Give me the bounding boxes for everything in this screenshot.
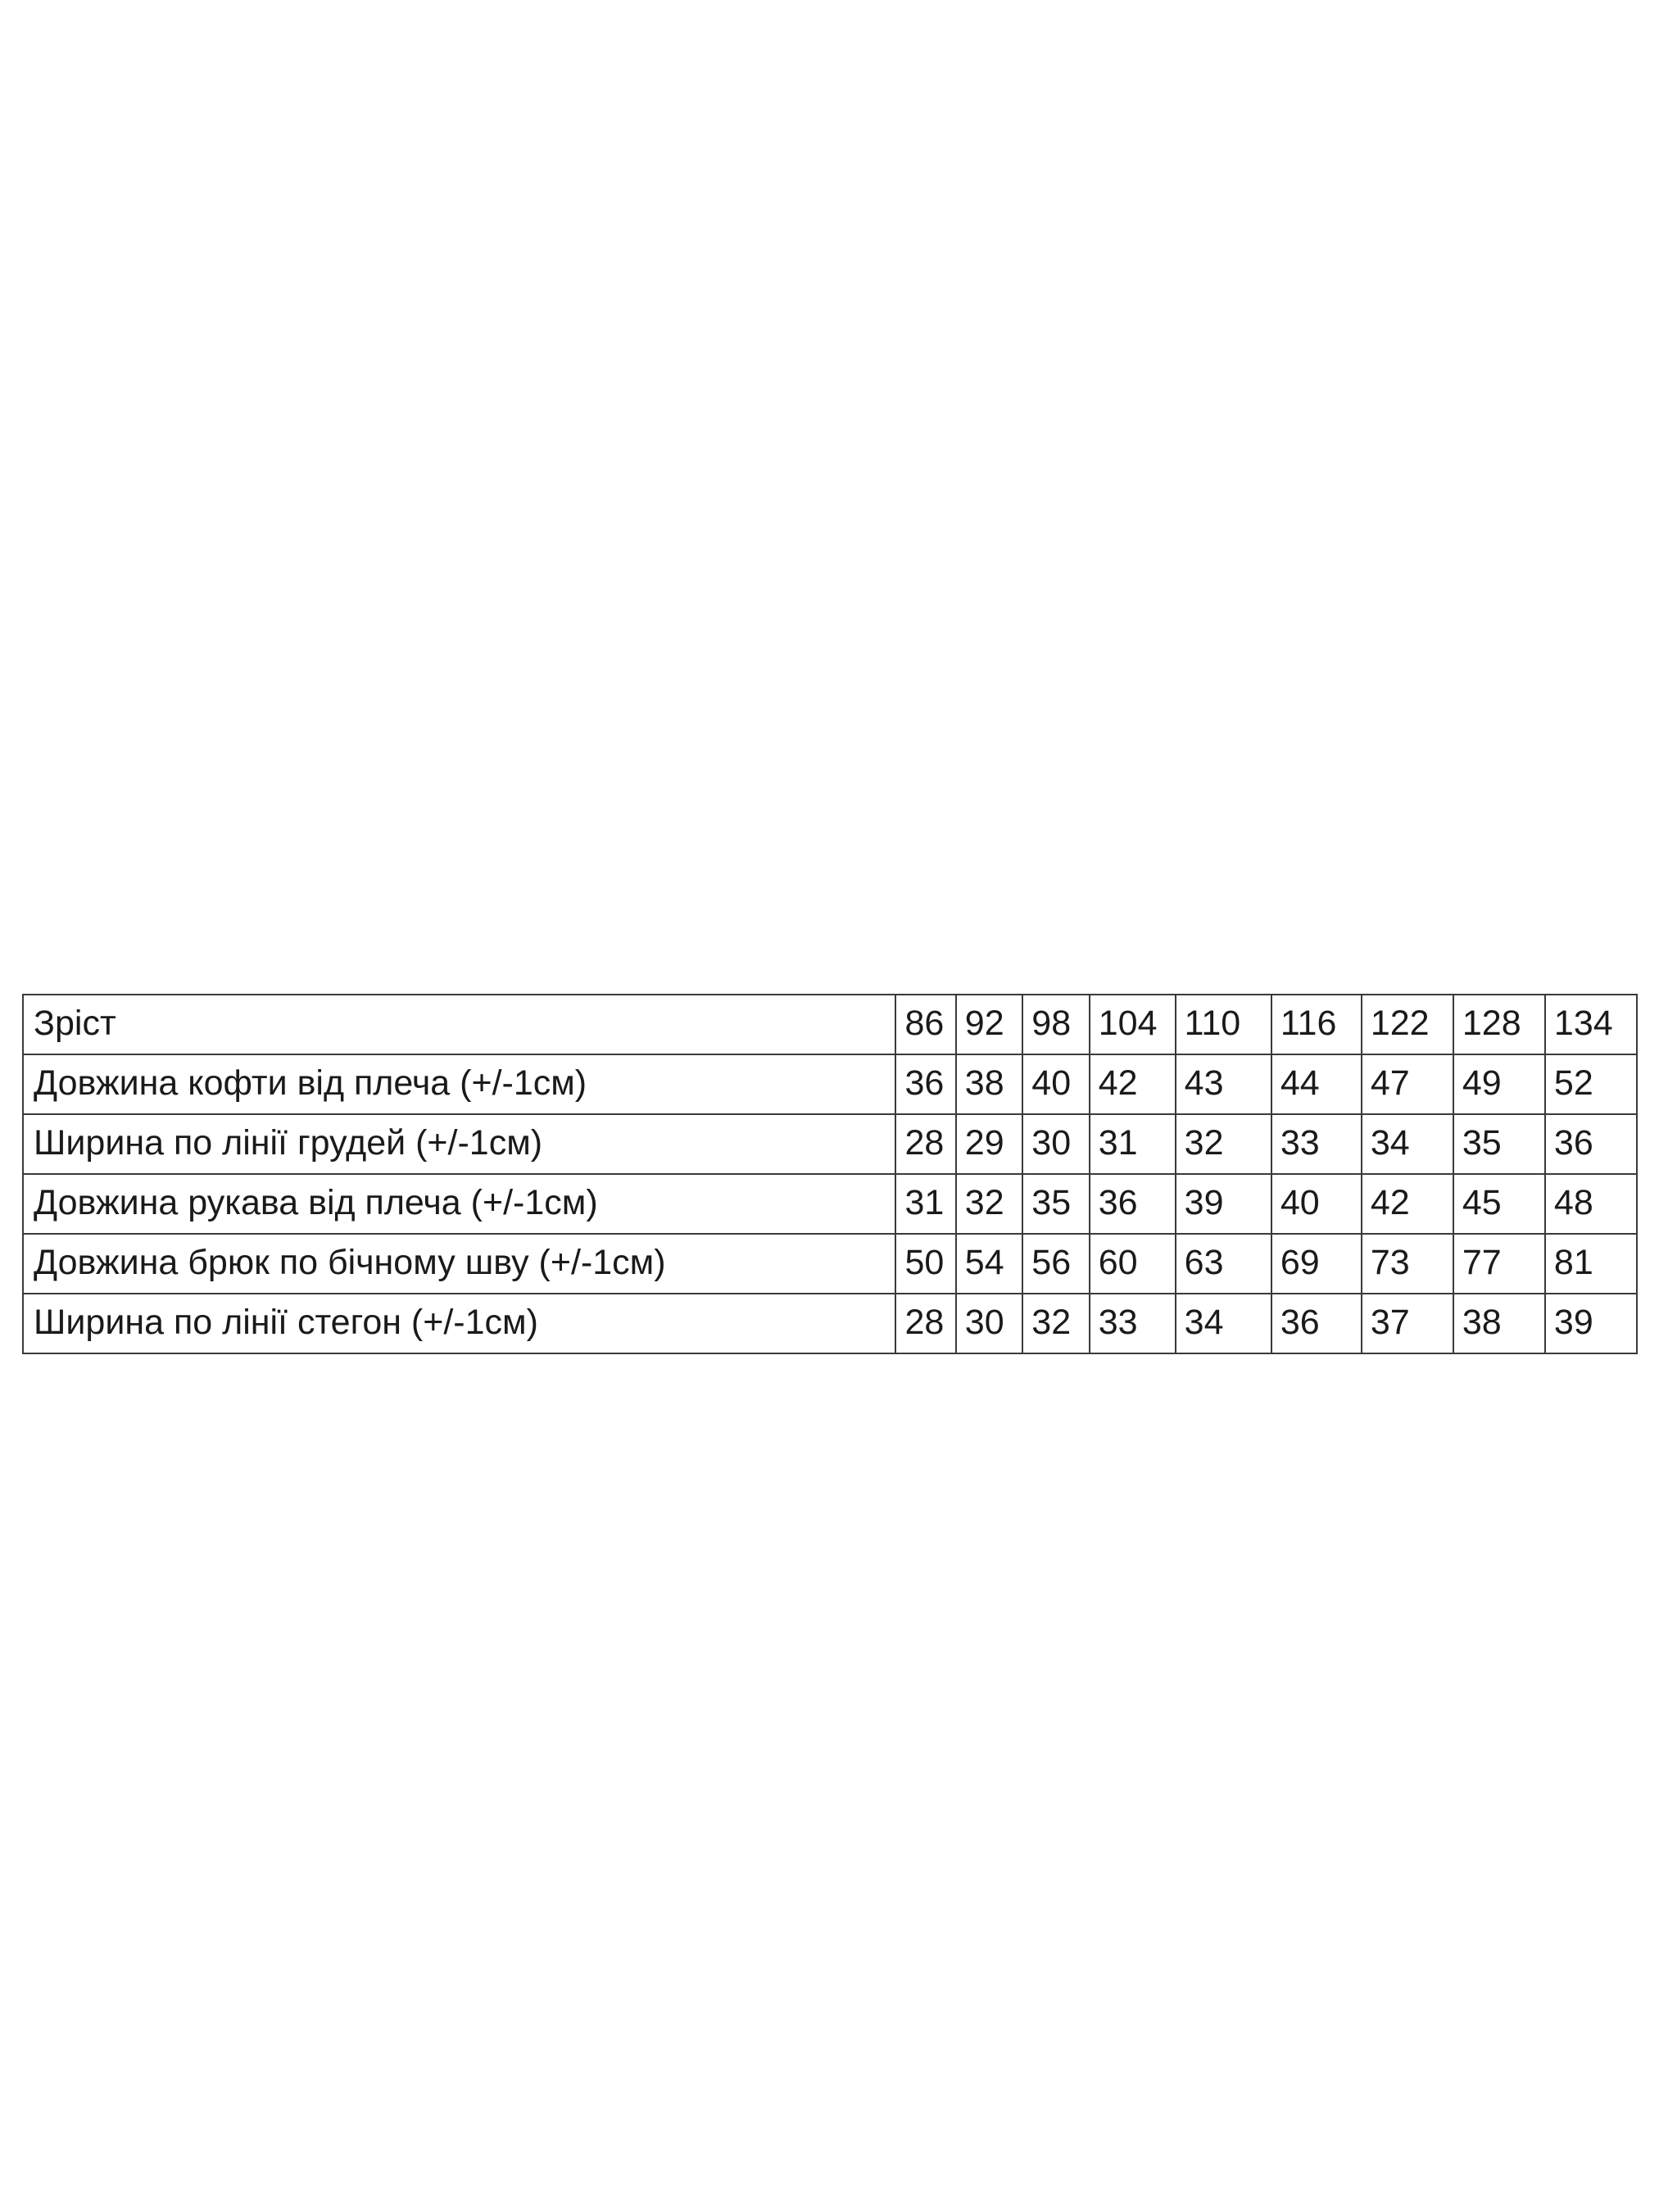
table-cell: 92 <box>956 995 1022 1054</box>
table-cell: 63 <box>1176 1234 1271 1294</box>
table-row <box>23 995 1637 1054</box>
table-cell: 30 <box>956 1294 1022 1353</box>
table-cell: 52 <box>1545 1054 1637 1114</box>
table-cell: 60 <box>1090 1234 1176 1294</box>
table-cell: 122 <box>1362 995 1453 1054</box>
table-cell: 40 <box>1022 1054 1089 1114</box>
table-cell: 86 <box>895 995 955 1054</box>
table-row <box>23 1294 1637 1353</box>
table-cell: 49 <box>1453 1054 1545 1114</box>
table-cell: 39 <box>1176 1174 1271 1234</box>
row-label: Довжина рукава від плеча (+/-1см) <box>23 1174 895 1234</box>
table-cell: 42 <box>1090 1054 1176 1114</box>
table-cell: 43 <box>1176 1054 1271 1114</box>
row-label: Ширина по лінії стегон (+/-1см) <box>23 1294 895 1353</box>
table-cell: 29 <box>956 1114 1022 1174</box>
table-cell: 81 <box>1545 1234 1637 1294</box>
table-cell: 35 <box>1022 1174 1089 1234</box>
size-chart-container <box>22 994 1638 1354</box>
table-cell: 36 <box>1090 1174 1176 1234</box>
table-cell: 104 <box>1090 995 1176 1054</box>
table-cell: 39 <box>1545 1294 1637 1353</box>
table-cell: 73 <box>1362 1234 1453 1294</box>
table-cell: 54 <box>956 1234 1022 1294</box>
table-cell: 31 <box>895 1174 955 1234</box>
row-label: Довжина брюк по бічному шву (+/-1см) <box>23 1234 895 1294</box>
table-cell: 33 <box>1090 1294 1176 1353</box>
table-cell: 110 <box>1176 995 1271 1054</box>
table-cell: 42 <box>1362 1174 1453 1234</box>
row-label: Довжина кофти від плеча (+/-1см) <box>23 1054 895 1114</box>
table-cell: 36 <box>1545 1114 1637 1174</box>
table-cell: 40 <box>1271 1174 1362 1234</box>
table-cell: 32 <box>956 1174 1022 1234</box>
table-cell: 28 <box>895 1114 955 1174</box>
table-cell: 33 <box>1271 1114 1362 1174</box>
table-cell: 98 <box>1022 995 1089 1054</box>
size-chart-table <box>22 994 1638 1354</box>
table-cell: 47 <box>1362 1054 1453 1114</box>
table-cell: 45 <box>1453 1174 1545 1234</box>
table-cell: 50 <box>895 1234 955 1294</box>
table-cell: 34 <box>1176 1294 1271 1353</box>
table-cell: 128 <box>1453 995 1545 1054</box>
table-cell: 48 <box>1545 1174 1637 1234</box>
table-cell: 134 <box>1545 995 1637 1054</box>
table-cell: 69 <box>1271 1234 1362 1294</box>
table-cell: 37 <box>1362 1294 1453 1353</box>
row-label: Ширина по лінії грудей (+/-1см) <box>23 1114 895 1174</box>
table-cell: 34 <box>1362 1114 1453 1174</box>
table-cell: 38 <box>1453 1294 1545 1353</box>
row-label: Зріст <box>23 995 895 1054</box>
table-cell: 36 <box>1271 1294 1362 1353</box>
table-row <box>23 1174 1637 1234</box>
table-cell: 32 <box>1176 1114 1271 1174</box>
table-row <box>23 1054 1637 1114</box>
table-cell: 32 <box>1022 1294 1089 1353</box>
table-cell: 30 <box>1022 1114 1089 1174</box>
table-cell: 116 <box>1271 995 1362 1054</box>
table-cell: 35 <box>1453 1114 1545 1174</box>
table-cell: 56 <box>1022 1234 1089 1294</box>
table-row <box>23 1234 1637 1294</box>
table-cell: 36 <box>895 1054 955 1114</box>
table-cell: 77 <box>1453 1234 1545 1294</box>
table-cell: 38 <box>956 1054 1022 1114</box>
table-row <box>23 1114 1637 1174</box>
table-cell: 44 <box>1271 1054 1362 1114</box>
table-cell: 28 <box>895 1294 955 1353</box>
table-cell: 31 <box>1090 1114 1176 1174</box>
